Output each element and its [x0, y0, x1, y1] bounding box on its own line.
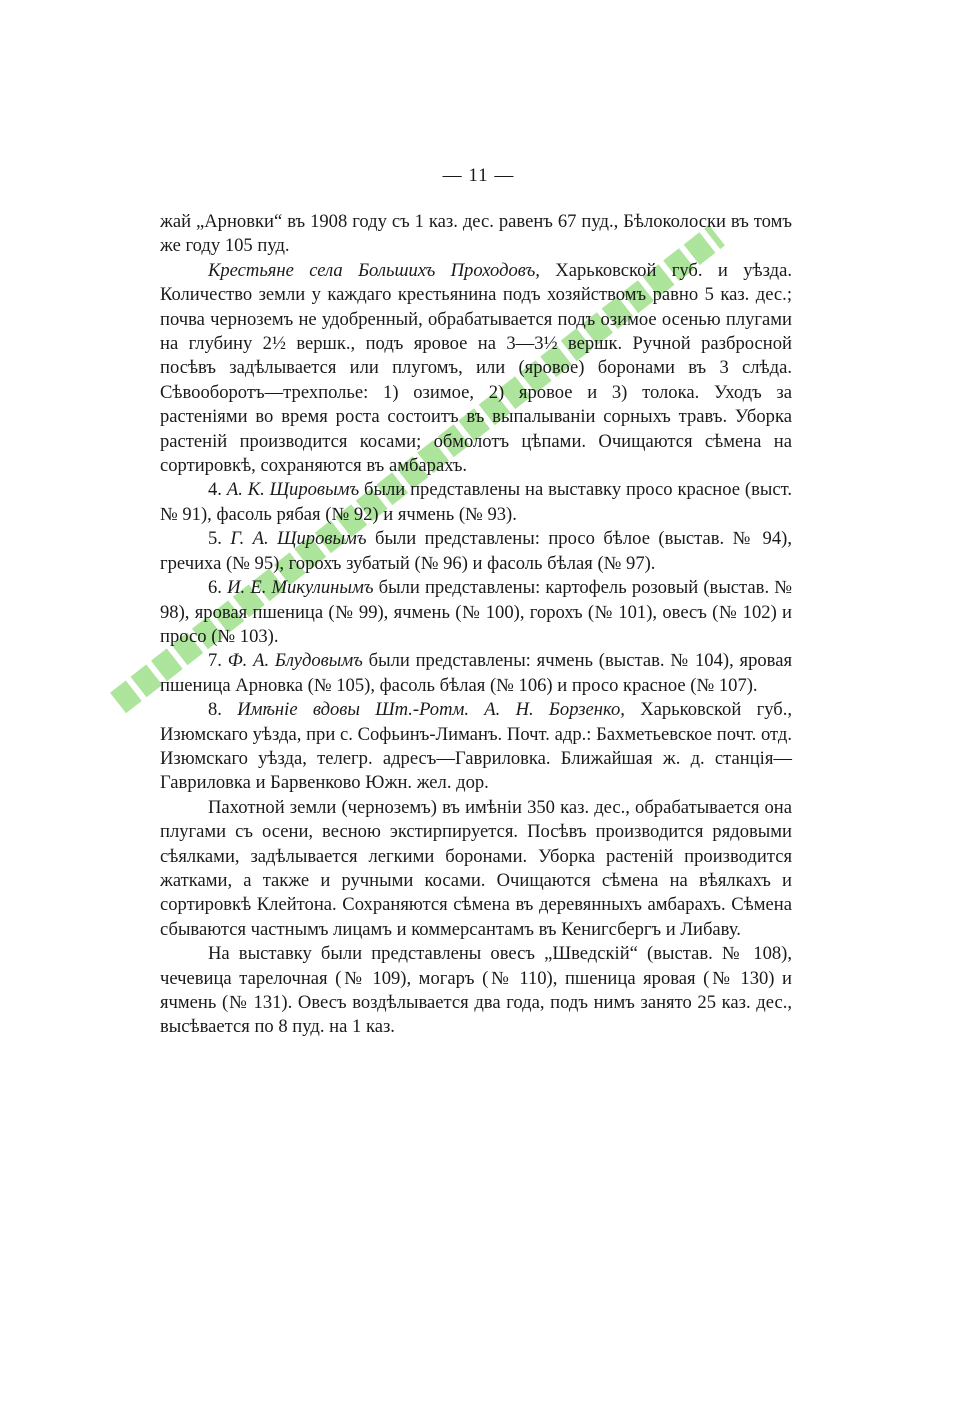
paragraph-2 — [160, 259, 792, 479]
paragraph-8: Пахотной земли (черноземъ) въ имѣніи 350 каз. дес., обрабатывается она плугами съ осени, весною экстирпируется. Посѣвъ производится рядовыми сѣялками, задѣлывается легкими боронами. Уборка растеній производится жатками, а также и ручными косами. Очищаются сѣмена на вѣялкахъ и сортировкѣ Клейтона. Сохраняются сѣмена въ деревянныхъ амбарахъ. Сѣмена сбываются частнымъ лицамъ и коммерсантамъ въ Кенигсбергъ и Либаву. — [160, 796, 792, 940]
paragraph-6 — [160, 649, 792, 698]
paragraph-7-lead: Имѣніе вдовы Шт.-Ротм. А. Н. Борзенко, — [237, 699, 625, 721]
paragraph-2-body: Харьковской губ. и уѣзда. Количество земли у каждаго крестьянина подъ хозяйствомъ равно 5 каз. дес.; почва черноземъ не удобренный, обрабатывается подъ озимое осенью плугами на глубину 2½ вершк., подъ яровое на 3—3½ вершк. Ручной разбросной посѣвъ задѣлывается или плугомъ, или (яровое) боронами въ 3 слѣда. Сѣвооборотъ—трехполье: 1) озимое, 2) яровое и 3) толока. Уходъ за растеніями во время роста состоитъ въ выпалываніи сорныхъ травъ. Уборка растеній производится косами; обмолотъ цѣпами. Очищаются сѣмена на сортировкѣ, сохраняются въ амбарахъ. — [160, 259, 792, 477]
paragraph-3-number: 4. — [208, 479, 227, 501]
paragraph-1: жай „Арновки“ въ 1908 году съ 1 каз. дес. равенъ 67 пуд., Бѣлоколоски въ томъ же году 105 пуд. — [160, 211, 792, 257]
paragraph-6-number: 7. — [208, 650, 228, 672]
paragraph-7-body: Харьковской губ., Изюмскаго уѣзда, при с. Софьинъ-Лиманъ. Почт. адр.: Бахметьевское почт. отд. Изюмскаго уѣзда, телегр. адресъ—Гавриловка. Ближайшая ж. д. станція—Гавриловка и Барвенково Южн. жел. дор. — [160, 699, 793, 794]
paragraph-9: На выставку были представлены овесъ „Шведскій“ (выстав. № 108), чечевица тарелочная (№ 109), могаръ (№ 110), пшеница яровая (№ 130) и ячмень (№ 131). Овесъ воздѣлывается два года, подъ нимъ занято 25 каз. дес., высѣвается по 8 пуд. на 1 каз. — [160, 943, 792, 1038]
paragraph-3 — [160, 478, 792, 527]
paragraph-3-lead: А. К. Щировымъ — [226, 479, 360, 501]
paragraph-5 — [160, 576, 792, 649]
paragraph-5-number: 6. — [208, 577, 228, 599]
paragraph-6-body: были представлены: ячмень (выстав. № 104), яровая пшеница Арновка (№ 105), фасоль бѣлая (№ 106) и просо красное (№ 107). — [160, 650, 792, 696]
paragraph-2-lead: Крестьяне села Большихъ Проходовъ, — [208, 259, 540, 281]
page-number: — 11 — — [442, 165, 515, 186]
page-body — [160, 210, 792, 1040]
paragraph-4 — [160, 527, 792, 576]
paragraph-6-lead: Ф. А. Блудовымъ — [227, 650, 363, 672]
paragraph-5-lead: И. Е. Микулинымъ — [227, 577, 374, 599]
paragraph-7 — [160, 698, 792, 796]
paragraph-4-body: были представлены: просо бѣлое (выстав. № 94), гречиха (№ 95), горохъ зубатый (№ 96) и фасоль бѣлая (№ 97). — [160, 528, 792, 574]
paragraph-7-number: 8. — [208, 699, 238, 721]
paragraph-3-body: были представлены на выставку просо красное (выст. № 91), фасоль рябая (№ 92) и ячмень (№ 93). — [160, 479, 793, 525]
paragraph-4-number: 5. — [208, 528, 231, 550]
paragraph-4-lead: Г. А. Щировымъ — [230, 528, 367, 550]
paragraph-5-body: были представлены: картофель розовый (выстав. № 98), яровая пшеница (№ 99), ячмень (№ 100), горохъ (№ 101), овесъ (№ 102) и просо (№ 103). — [160, 577, 792, 647]
